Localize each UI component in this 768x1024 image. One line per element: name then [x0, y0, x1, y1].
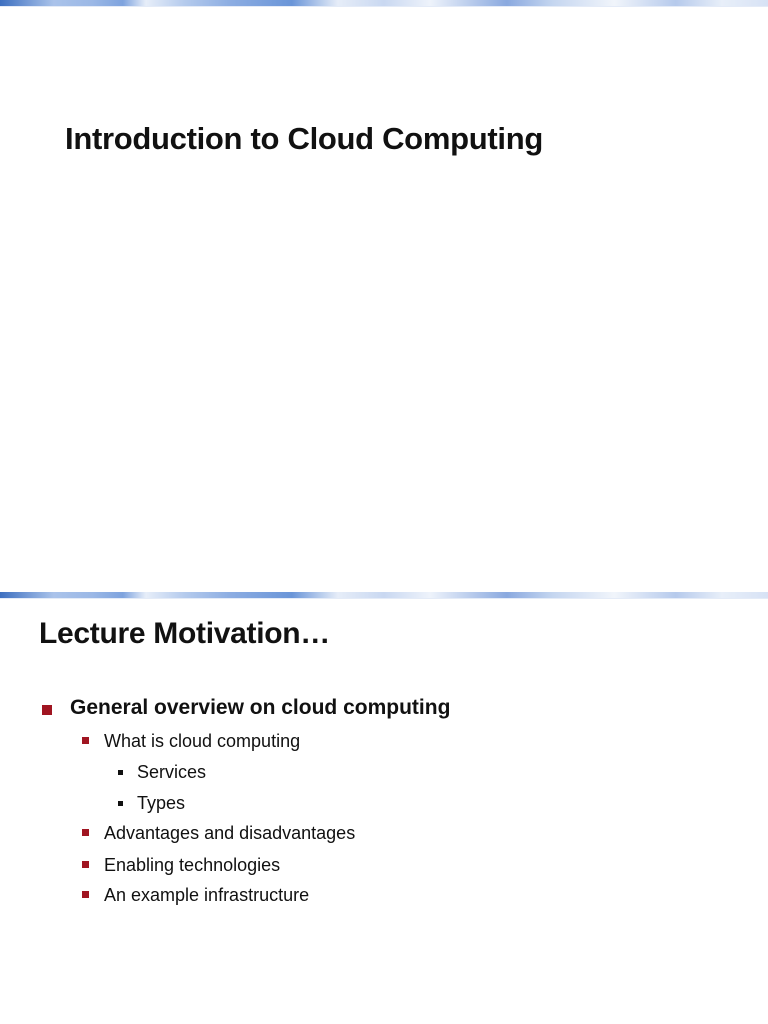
bullet-item: [82, 821, 355, 845]
bullet-item: [82, 883, 309, 907]
square-bullet-icon: [82, 891, 89, 898]
square-bullet-icon: [118, 801, 123, 806]
bullet-text: Types: [137, 793, 186, 813]
bullet-item: [82, 853, 280, 877]
bullet-item: [118, 760, 206, 784]
slide-header-band-shadow: [0, 598, 768, 599]
square-bullet-icon: [118, 770, 123, 775]
bullet-text: General overview on cloud computing: [70, 696, 451, 719]
bullet-text: Services: [137, 762, 207, 782]
bullet-item: [82, 729, 300, 753]
bullet-item: [42, 694, 450, 722]
slide-lecture-motivation: [0, 592, 768, 1024]
bullet-text: Advantages and disadvantages: [104, 823, 356, 843]
slide-title: Lecture Motivation…: [39, 617, 330, 650]
bullet-text: Enabling technologies: [104, 855, 281, 875]
bullet-text: What is cloud computing: [104, 731, 301, 751]
square-bullet-icon: [42, 705, 52, 715]
square-bullet-icon: [82, 861, 89, 868]
slide-header-band-shadow: [0, 6, 768, 7]
square-bullet-icon: [82, 737, 89, 744]
bullet-item: [118, 791, 185, 815]
bullet-text: An example infrastructure: [104, 885, 310, 905]
square-bullet-icon: [82, 829, 89, 836]
slide-title: Introduction to Cloud Computing: [65, 121, 543, 156]
